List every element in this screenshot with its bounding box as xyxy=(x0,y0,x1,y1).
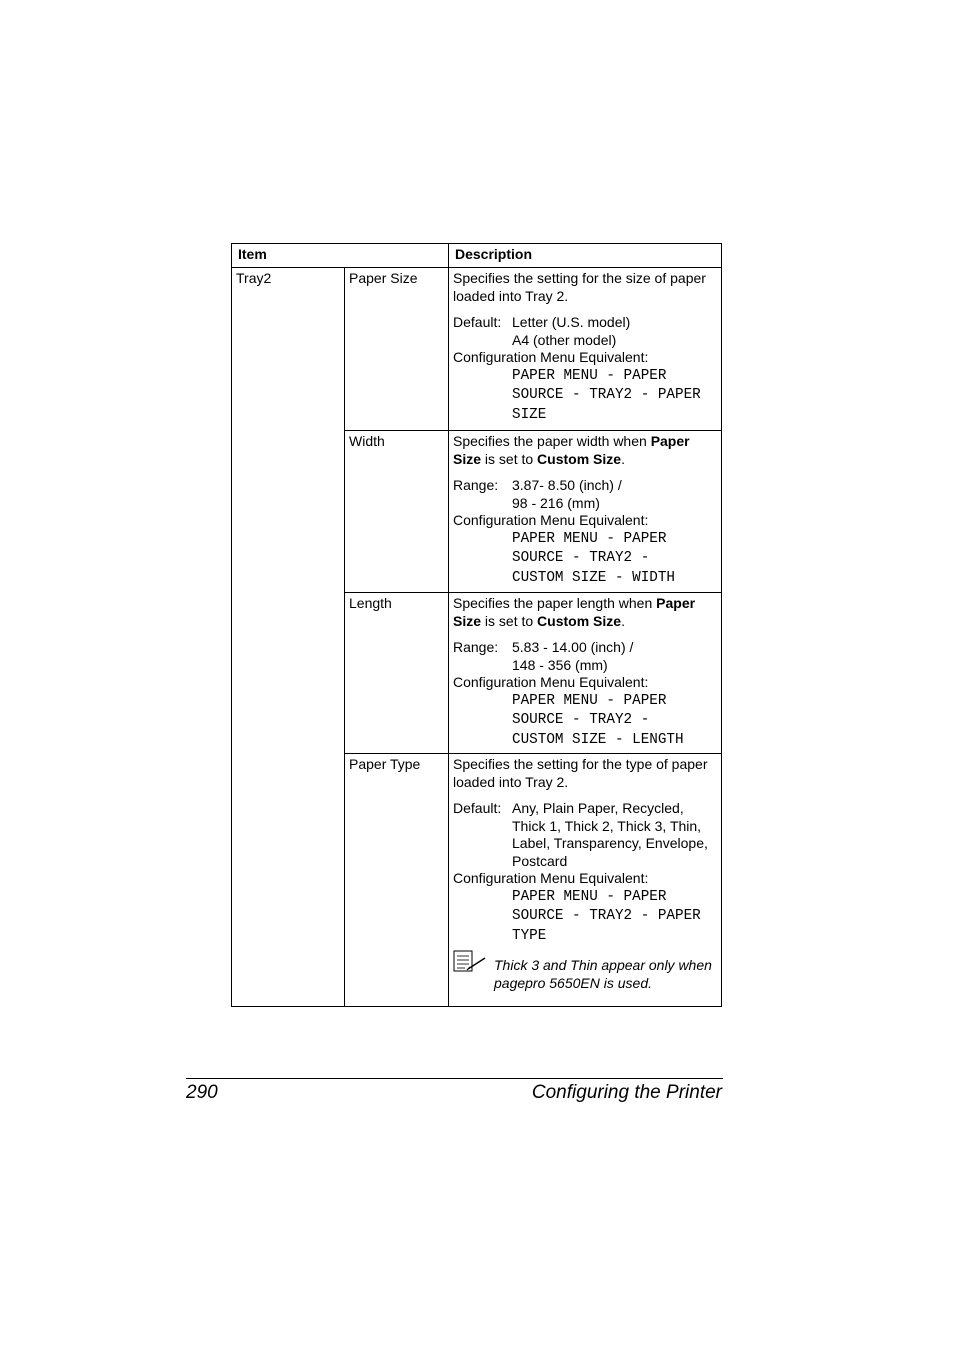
menu-path-3: CUSTOM SIZE - LENGTH xyxy=(512,731,684,748)
footer-rule xyxy=(186,1078,723,1079)
chapter-title: Configuring the Printer xyxy=(531,1082,722,1103)
range-label: Range: xyxy=(453,477,499,493)
default-line xyxy=(453,314,719,332)
settings-table xyxy=(231,243,722,1007)
table-row xyxy=(345,268,721,431)
menu-path-1: PAPER MENU - PAPER xyxy=(512,888,667,905)
default-line xyxy=(453,800,719,870)
table-body xyxy=(232,268,721,1006)
menu-path-3: SIZE xyxy=(512,406,547,423)
default-value-2: A4 (other model) xyxy=(512,331,617,348)
default-label: Default: xyxy=(453,314,502,330)
row-description xyxy=(449,593,721,753)
default-label: Default: xyxy=(453,800,502,816)
page-number: 290 xyxy=(186,1082,218,1103)
config-label: Configuration Menu Equivalent: xyxy=(453,349,649,365)
menu-path-1: PAPER MENU - PAPER xyxy=(512,530,667,547)
description-text: Specifies the paper length when Paper Size is set to Custom Size. xyxy=(453,595,696,629)
row-description xyxy=(449,754,721,1006)
table-row xyxy=(345,754,721,1006)
note-text: Thick 3 and Thin appear only when pagepro 5650EN is used. xyxy=(494,957,712,991)
table-row xyxy=(345,593,721,754)
table-header xyxy=(232,244,721,268)
description-text: Specifies the paper width when Paper Size is set to Custom Size. xyxy=(453,433,690,467)
range-line xyxy=(453,639,719,657)
row-name: Width xyxy=(345,431,449,592)
menu-path-2: SOURCE - TRAY2 - PAPER xyxy=(512,387,701,403)
menu-path-3: CUSTOM SIZE - WIDTH xyxy=(512,569,676,586)
row-name: Length xyxy=(345,593,449,753)
menu-path-2: SOURCE - TRAY2 - xyxy=(512,712,650,728)
default-value: Any, Plain Paper, Recycled, Thick 1, Thick 2, Thick 3, Thin, Label, Transparency, Envelope, Postcard xyxy=(512,800,708,869)
menu-path-3: TYPE xyxy=(512,927,547,944)
header-description: Description xyxy=(455,246,533,262)
range-value: 5.83 - 14.00 (inch) / xyxy=(512,639,634,655)
range-label: Range: xyxy=(453,639,499,655)
range-value-2: 98 - 216 (mm) xyxy=(512,494,600,511)
note xyxy=(453,950,719,992)
menu-path-2: SOURCE - TRAY2 - xyxy=(512,550,650,566)
menu-path-1: PAPER MENU - PAPER xyxy=(512,692,667,709)
row-description xyxy=(449,268,721,430)
note-pencil-icon xyxy=(453,950,494,992)
group-label: Tray2 xyxy=(232,268,345,1006)
range-value-2: 148 - 356 (mm) xyxy=(512,656,608,673)
range-line xyxy=(453,477,719,495)
header-item: Item xyxy=(232,244,449,267)
row-name: Paper Type xyxy=(345,754,449,1006)
range-value: 3.87- 8.50 (inch) / xyxy=(512,477,622,493)
config-label: Configuration Menu Equivalent: xyxy=(453,870,649,886)
description-text: Specifies the setting for the size of paper loaded into Tray 2. xyxy=(453,270,706,304)
description-text: Specifies the setting for the type of paper loaded into Tray 2. xyxy=(453,756,708,790)
menu-path-2: SOURCE - TRAY2 - PAPER xyxy=(512,908,701,924)
config-label: Configuration Menu Equivalent: xyxy=(453,512,649,528)
table-row xyxy=(345,431,721,593)
row-name: Paper Size xyxy=(345,268,449,430)
config-label: Configuration Menu Equivalent: xyxy=(453,674,649,690)
menu-path-1: PAPER MENU - PAPER xyxy=(512,367,667,384)
row-description xyxy=(449,431,721,592)
default-value: Letter (U.S. model) xyxy=(512,314,631,330)
